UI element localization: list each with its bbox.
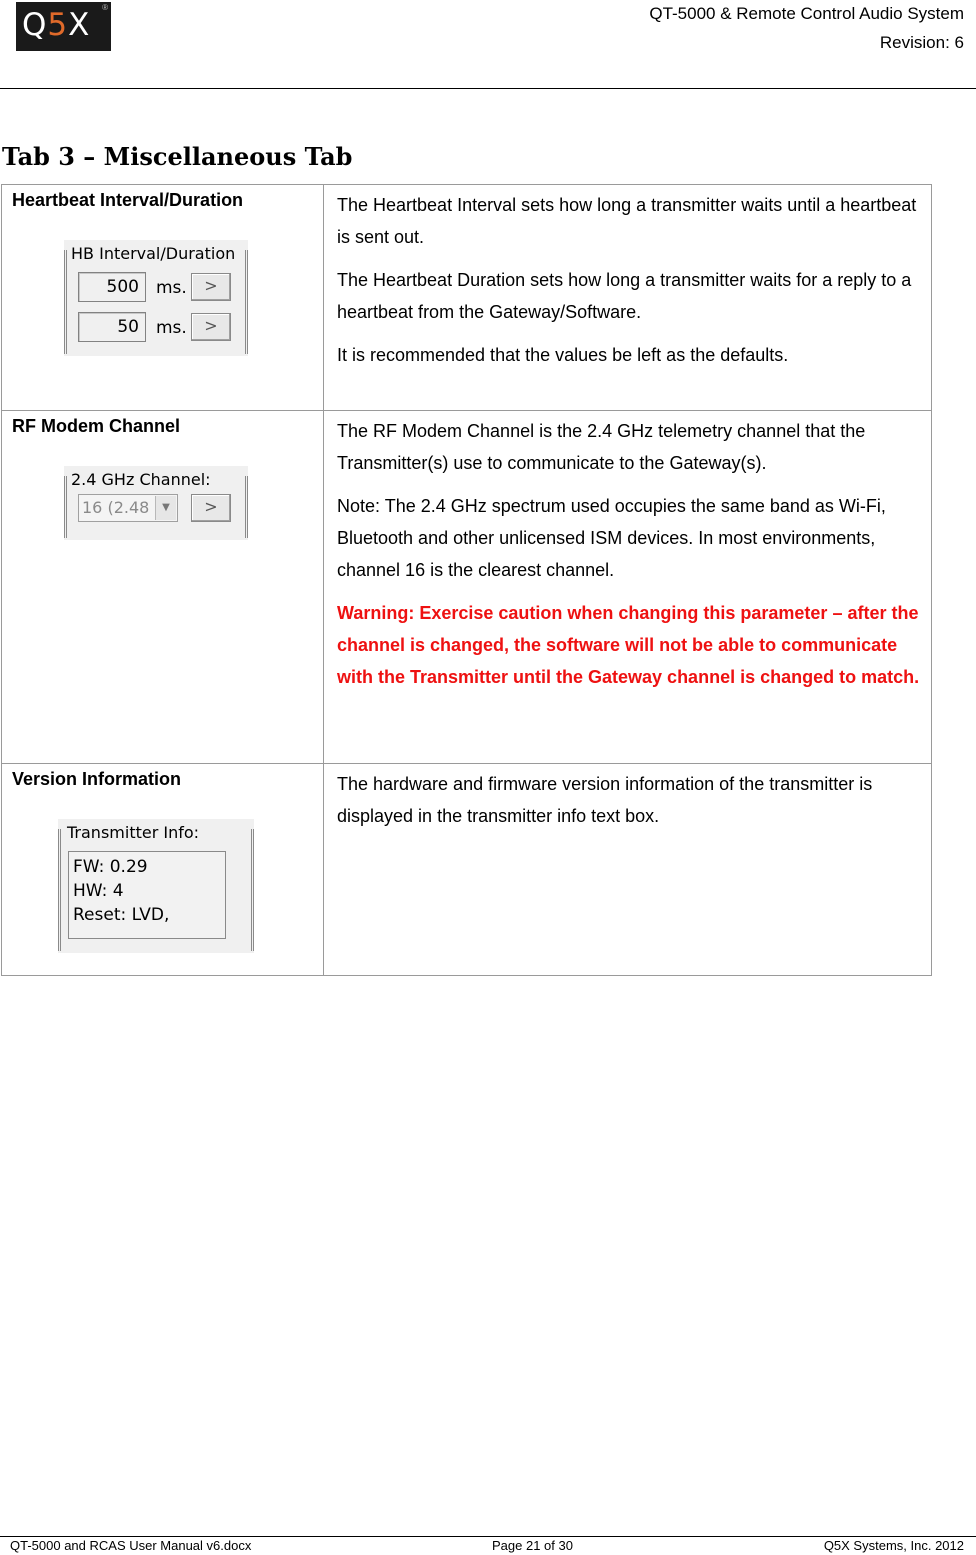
description-paragraph: It is recommended that the values be left as the defaults.: [337, 345, 789, 365]
description-paragraph: Note: The 2.4 GHz spectrum used occupies the same band as Wi-Fi, Bluetooth and other unlicensed ISM devices. In most environments, channel 16 is the clearest channel.: [337, 496, 886, 580]
row-label-rf-modem: RF Modem Channel: [12, 416, 181, 436]
footer-rule: [0, 1536, 976, 1537]
firmware-line: FW: 0.29: [73, 857, 148, 877]
rf-channel-select[interactable]: [78, 494, 178, 522]
chevron-down-icon[interactable]: ▼: [155, 496, 176, 520]
q5x-logo: [16, 2, 111, 51]
rf-channel-selected: 16 (2.48: [82, 498, 150, 517]
transmitter-info-textbox[interactable]: [68, 851, 226, 939]
hb-interval-duration-widget: [64, 240, 248, 356]
row-label-cell: [2, 185, 324, 411]
table-row: [2, 185, 932, 411]
footer-filename: QT-5000 and RCAS User Manual v6.docx: [10, 1538, 252, 1553]
description-paragraph: The Heartbeat Interval sets how long a transmitter waits until a heartbeat is sent out.: [337, 195, 917, 247]
hb-interval-input[interactable]: 500: [78, 272, 146, 302]
header-rule: [0, 88, 976, 89]
description-paragraph: The RF Modem Channel is the 2.4 GHz telemetry channel that the Transmitter(s) use to communicate to the Gateway(s).: [337, 421, 866, 473]
info-group-title: Transmitter Info:: [67, 823, 200, 842]
row-label-heartbeat: Heartbeat Interval/Duration: [12, 190, 244, 210]
description-paragraph: The hardware and firmware version information of the transmitter is displayed in the transmitter info text box.: [337, 774, 873, 826]
footer-copyright: Q5X Systems, Inc. 2012: [823, 1538, 964, 1553]
document-title: QT-5000 & Remote Control Audio System: [649, 4, 964, 23]
hardware-line: HW: 4: [73, 881, 124, 901]
settings-table: [1, 184, 932, 976]
reset-line: Reset: LVD,: [73, 905, 170, 925]
row-label-cell: [2, 764, 324, 976]
rf-group-title: 2.4 GHz Channel:: [71, 470, 211, 489]
footer-page-number: Page 21 of 30: [492, 1538, 573, 1553]
row-description-cell: [324, 411, 932, 764]
hb-duration-apply-button[interactable]: >: [191, 313, 231, 341]
registered-mark: ®: [102, 3, 108, 12]
table-row: [2, 764, 932, 976]
logo-text: Q5X: [22, 7, 91, 43]
row-label-cell: [2, 411, 324, 764]
row-label-version: Version Information: [12, 769, 182, 789]
hb-group-title: HB Interval/Duration: [71, 244, 236, 263]
warning-paragraph: Warning: Exercise caution when changing this parameter – after the channel is changed, the software will not be able to communicate with the Transmitter until the Gateway channel is changed to match.: [337, 603, 920, 687]
section-heading: Tab 3 – Miscellaneous Tab: [2, 142, 353, 171]
description-paragraph: The Heartbeat Duration sets how long a transmitter waits for a reply to a heartbeat from the Gateway/Software.: [337, 270, 912, 322]
rf-channel-widget: [64, 466, 248, 540]
document-revision: Revision: 6: [879, 33, 964, 52]
hb-interval-apply-button[interactable]: >: [191, 273, 231, 301]
row-description-cell: [324, 764, 932, 976]
hb-duration-unit: ms.: [156, 318, 187, 338]
transmitter-info-widget: [58, 819, 254, 953]
row-description-cell: [324, 185, 932, 411]
hb-duration-input[interactable]: 50: [78, 312, 146, 342]
table-row: [2, 411, 932, 764]
hb-interval-unit: ms.: [156, 278, 187, 298]
rf-channel-apply-button[interactable]: >: [191, 494, 231, 522]
